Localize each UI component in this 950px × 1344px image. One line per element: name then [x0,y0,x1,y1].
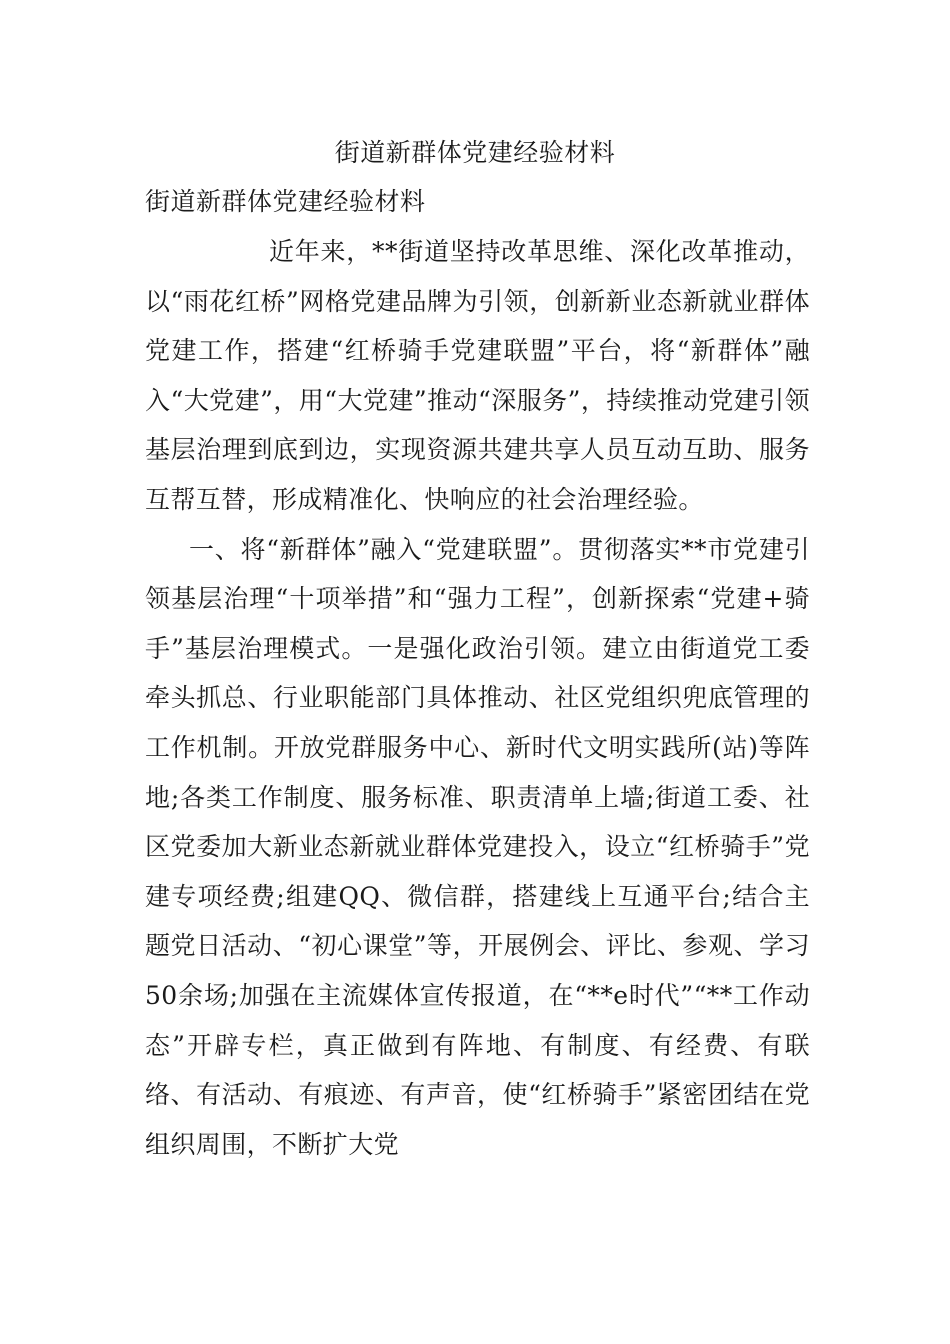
document-title: 街道新群体党建经验材料 [334,138,616,167]
document-subtitle: 街道新群体党建经验材料 [145,187,426,216]
paragraph-section-one: 一、将“新群体”融入“党建联盟”。贯彻落实**市党建引领基层治理“十项举措”和“强力工程”，创新探索“党建+骑手”基层治理模式。一是强化政治引领。建立由街道党工委牵头抓总、行业职能部门具体推动、社区党组织兜底管理的工作机制。开放党群服务中心、新时代文明实践所(站)等阵地;各类工作制度、服务标准、职责清单上墙;街道工委、社区党委加大新业态新就业群体党建投入，设立“红桥骑手”党建专项经费;组建QQ、微信群，搭建线上互通平台;结合主题党日活动、“初心课堂”等，开展例会、评比、参观、学习50余场;加强在主流媒体宣传报道，在“**e时代”“**工作动态”开辟专栏，真正做到有阵地、有制度、有经费、有联络、有活动、有痕迹、有声音，使“红桥骑手”紧密团结在党组织周围，不断扩大党 [145,534,810,1159]
document-body [145,227,810,1169]
paragraph-intro: 近年来，**街道坚持改革思维、深化改革推动，以“雨花红桥”网格党建品牌为引领，创新新业态新就业群体党建工作，搭建“红桥骑手党建联盟”平台，将“新群体”融入“大党建”，用“大党建”推动“深服务”，持续推动党建引领基层治理到底到边，实现资源共建共享人员互动互助、服务互帮互替，形成精准化、快响应的社会治理经验。 [145,237,810,514]
